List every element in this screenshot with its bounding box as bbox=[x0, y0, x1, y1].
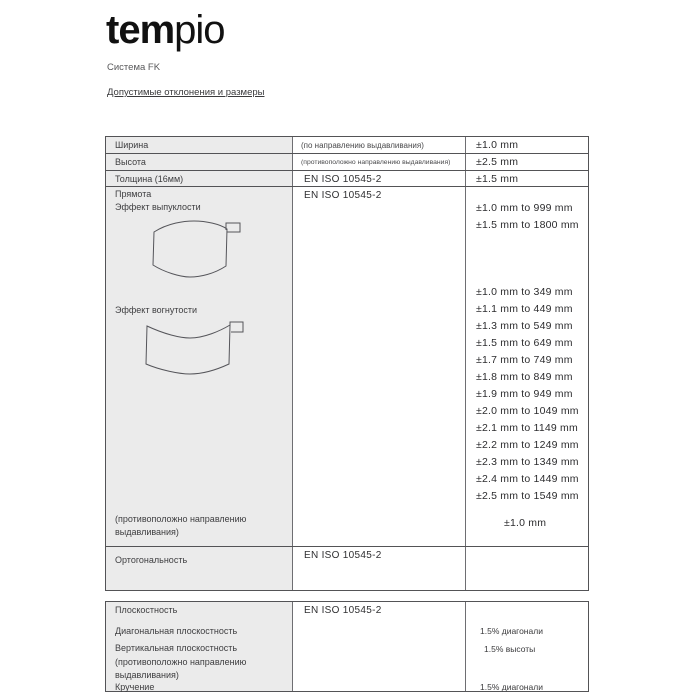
height-value: ±2.5 mm bbox=[476, 156, 519, 168]
convex-effect-label: Эффект выпуклости bbox=[115, 202, 201, 212]
width-value: ±1.0 mm bbox=[476, 139, 519, 151]
concave-value: ±1.8 mm to 849 mm bbox=[476, 371, 573, 383]
orthogonality-label: Ортогональность bbox=[115, 555, 188, 565]
convex-value: ±1.5 mm to 1800 mm bbox=[476, 219, 579, 231]
concave-value: ±2.1 mm to 1149 mm bbox=[476, 422, 578, 434]
concave-value: ±1.9 mm to 949 mm bbox=[476, 388, 573, 400]
flatness-method: EN ISO 10545-2 bbox=[304, 605, 382, 616]
straightness-method: EN ISO 10545-2 bbox=[304, 190, 382, 201]
tolerances-table bbox=[105, 136, 589, 591]
logo-bold-part: tem bbox=[106, 8, 175, 52]
logo-light-part: pio bbox=[174, 8, 225, 52]
diagonal-flatness-value: 1.5% диагонали bbox=[480, 626, 543, 636]
concave-value: ±2.0 mm to 1049 mm bbox=[476, 405, 579, 417]
tolerances-section-link[interactable]: Допустимые отклонения и размеры bbox=[107, 87, 265, 98]
flatness-values-cell bbox=[466, 602, 588, 691]
flatness-label: Плоскостность bbox=[115, 605, 178, 615]
concave-value: ±2.5 mm to 1549 mm bbox=[476, 490, 579, 502]
torsion-label: Кручение bbox=[115, 682, 155, 692]
height-method: (противоположно направлению выдавливания) bbox=[293, 154, 466, 170]
table-row-height bbox=[106, 153, 588, 170]
vertical-flatness-value: 1.5% высоты bbox=[484, 644, 536, 654]
straightness-values-cell bbox=[466, 187, 588, 546]
vertical-flatness-label: Вертикальная плоскостность (противоположно направлению выдавливания) bbox=[115, 643, 247, 680]
table-row-thickness bbox=[106, 170, 588, 186]
orthogonality-value-cell bbox=[466, 547, 588, 590]
flatness-table bbox=[105, 601, 589, 692]
table-row-width bbox=[106, 137, 588, 153]
concave-value: ±1.0 mm to 349 mm bbox=[476, 286, 573, 298]
straightness-footer-value: ±1.0 mm bbox=[504, 517, 547, 529]
concave-effect-diagram bbox=[144, 320, 246, 380]
table-row-orthogonality bbox=[106, 546, 588, 590]
convex-values-list bbox=[476, 200, 579, 234]
orthogonality-label-cell bbox=[106, 547, 293, 590]
straightness-method-cell bbox=[293, 187, 466, 546]
straightness-label-cell bbox=[106, 187, 293, 546]
straightness-label: Прямота bbox=[115, 189, 152, 199]
concave-value: ±2.4 mm to 1449 mm bbox=[476, 473, 579, 485]
height-label: Высота bbox=[106, 154, 293, 170]
concave-values-list bbox=[476, 284, 579, 505]
table-row-straightness bbox=[106, 186, 588, 546]
concave-value: ±1.1 mm to 449 mm bbox=[476, 303, 573, 315]
orthogonality-method-cell bbox=[293, 547, 466, 590]
thickness-method: EN ISO 10545-2 bbox=[293, 171, 466, 186]
flatness-method-cell bbox=[293, 602, 466, 691]
concave-value: ±2.2 mm to 1249 mm bbox=[476, 439, 579, 451]
convex-effect-diagram bbox=[150, 219, 242, 279]
thickness-label: Толщина (16мм) bbox=[106, 171, 293, 186]
system-subtitle: Система FK bbox=[107, 62, 161, 73]
tempio-logo bbox=[106, 8, 225, 53]
table-row-flatness bbox=[106, 602, 588, 691]
convex-value: ±1.0 mm to 999 mm bbox=[476, 202, 573, 214]
concave-value: ±1.5 mm to 649 mm bbox=[476, 337, 573, 349]
straightness-footer-label: (противоположно направлению выдавливания) bbox=[115, 514, 247, 537]
flatness-label-cell bbox=[106, 602, 293, 691]
width-method: (по направлению выдавливания) bbox=[293, 137, 466, 153]
orthogonality-method: EN ISO 10545-2 bbox=[304, 550, 382, 561]
concave-value: ±2.3 mm to 1349 mm bbox=[476, 456, 579, 468]
concave-effect-label: Эффект вогнутости bbox=[115, 305, 198, 315]
thickness-value: ±1.5 mm bbox=[476, 173, 519, 185]
width-label: Ширина bbox=[106, 137, 293, 153]
diagonal-flatness-label: Диагональная плоскостность bbox=[115, 626, 238, 636]
concave-value: ±1.3 mm to 549 mm bbox=[476, 320, 573, 332]
concave-value: ±1.7 mm to 749 mm bbox=[476, 354, 573, 366]
torsion-value: 1.5% диагонали bbox=[480, 682, 543, 692]
